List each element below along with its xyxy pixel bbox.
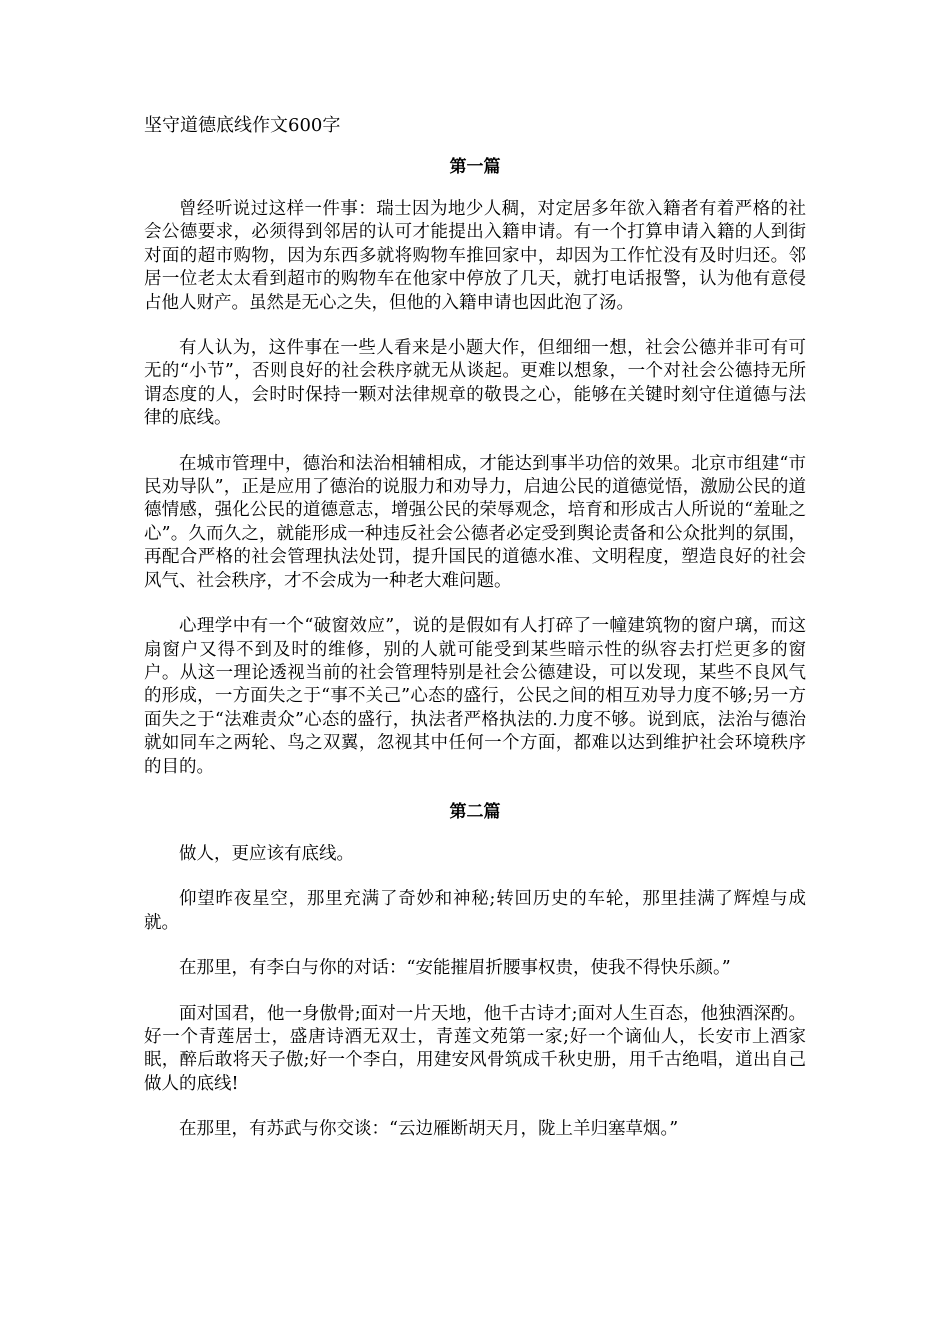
document-body	[144, 112, 806, 1164]
paragraph: 心理学中有一个“破窗效应”，说的是假如有人打碎了一幢建筑物的窗户璃，而这扇窗户又得不到及时的维修，别的人就可能受到某些暗示性的纵容去打烂更多的窗户。从这一理论透视当前的社会管理特别是社会公德建设，可以发现，某些不良风气的形成，一方面失之于“事不关己”心态的盛行，公民之间的相互劝导力度不够;另一方面失之于“法难责众”心态的盛行，执法者严格执法的.力度不够。说到底，法治与德治就如同车之两轮、鸟之双翼，忽视其中任何一个方面，都难以达到维护社会环境秩序的目的。	[144, 616, 806, 777]
paragraph: 在那里，有苏武与你交谈：“云边雁断胡天月，陇上羊归塞草烟。”	[179, 1119, 679, 1140]
paragraph: 在那里，有李白与你的对话：“安能摧眉折腰事权贵，使我不得快乐颜。”	[179, 958, 731, 979]
document-title: 坚守道德底线作文600字	[144, 115, 341, 136]
paragraph: 曾经听说过这样一件事：瑞士因为地少人稠，对定居多年欲入籍者有着严格的社会公德要求，必须得到邻居的认可才能提出入籍申请。有一个打算申请入籍的人到街对面的超市购物，因为东西多就将购物车推回家中，却因为工作忙没有及时归还。邻居一位老太太看到超市的购物车在他家中停放了几天，就打电话报警，认为他有意侵占他人财产。虽然是无心之失，但他的入籍申请也因此泡了汤。	[144, 199, 806, 313]
paragraph: 做人，更应该有底线。	[179, 843, 354, 864]
section-heading-1: 第一篇	[449, 157, 501, 177]
paragraph: 有人认为，这件事在一些人看来是小题大作，但细细一想，社会公德并非可有可无的“小节”，否则良好的社会秩序就无从谈起。更难以想象，一个对社会公德持无所谓态度的人，会时时保持一颗对法律规章的敬畏之心，能够在关键时刻守住道德与法律的底线。	[144, 338, 806, 429]
paragraph: 面对国君，他一身傲骨;面对一片天地，他千古诗才;面对人生百态，他独酒深酌。好一个青莲居士，盛唐诗酒无双士，青莲文苑第一家;好一个谪仙人，长安市上酒家眠，醉后敢将天子傲;好一个李白，用建安风骨筑成千秋史册，用千古绝唱，道出自己做人的底线!	[144, 1003, 806, 1094]
paragraph: 仰望昨夜星空，那里充满了奇妙和神秘;转回历史的车轮，那里挂满了辉煌与成就。	[144, 889, 806, 933]
section-heading-2: 第二篇	[449, 801, 501, 822]
paragraph: 在城市管理中，德治和法治相辅相成，才能达到事半功倍的效果。北京市组建“市民劝导队”，正是应用了德治的说服力和劝导力，启迪公民的道德觉悟，激励公民的道德情感，强化公民的道德意志，增强公民的荣辱观念，培育和形成古人所说的“羞耻之心”。久而久之，就能形成一种违反社会公德者必定受到舆论责备和公众批判的氛围，再配合严格的社会管理执法处罚，提升国民的道德水准、文明程度，塑造良好的社会风气、社会秩序，才不会成为一种老大难问题。	[144, 453, 806, 591]
